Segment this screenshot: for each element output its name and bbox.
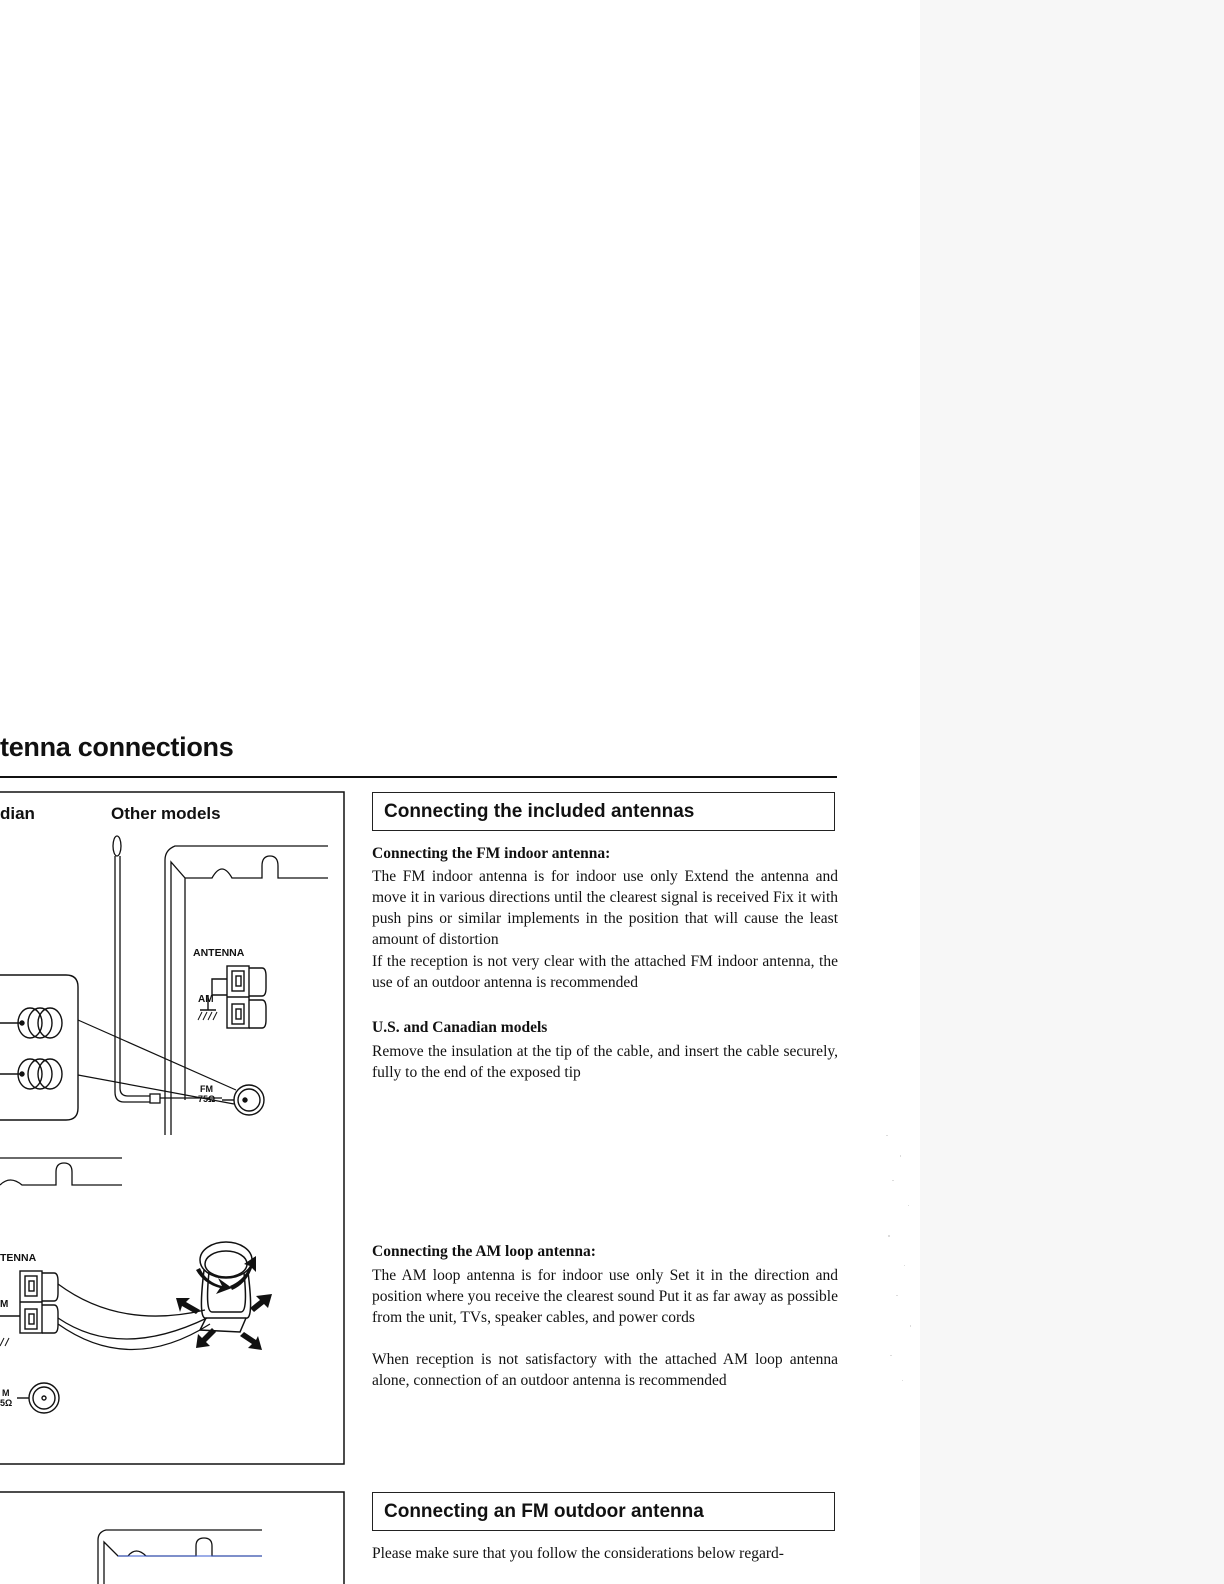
section-heading-outdoor: Connecting an FM outdoor antenna (372, 1492, 835, 1531)
antenna-label-right: ANTENNA (193, 947, 245, 959)
am-loop-cable (58, 1284, 210, 1350)
scan-margin (920, 0, 1224, 1584)
title-rule (0, 776, 837, 778)
terminal-inset-left (0, 975, 78, 1120)
rear-panel-left-edge (0, 1163, 122, 1185)
column-label-left: dian (0, 804, 35, 823)
am-label-left: M (0, 1299, 9, 1310)
outdoor-paragraph: Please make sure that you follow the considerations below regard- (372, 1545, 784, 1562)
fm-wire-antenna (113, 836, 222, 1103)
fm-indoor-subheading: Connecting the FM indoor antenna: (372, 845, 611, 862)
am-loop-paragraph-1: The AM loop antenna is for indoor use only Set it in the direction and position where you receive the clearest sound Put it as far away as possible from the unit, TVs, speaker cables, and power cords (372, 1267, 838, 1326)
page-title: tenna connections (0, 732, 234, 762)
fm-label-left: M (2, 1388, 10, 1398)
column-label-right: Other models (111, 804, 221, 823)
am-terminal-block-left (0, 1271, 58, 1333)
ground-symbol-right (198, 1012, 217, 1020)
am-loop-subheading: Connecting the AM loop antenna: (372, 1243, 596, 1260)
section-heading-included: Connecting the included antennas (372, 792, 835, 831)
am-label-right: AM (198, 994, 214, 1005)
fm-label-right: FM (200, 1084, 213, 1094)
fm-indoor-paragraph-1: The FM indoor antenna is for indoor use only Extend the antenna and move it in various directions until the clearest signal is received Fix it with push pins or similar implements in the position that will cause the least amount of distortion (372, 868, 838, 948)
fm-ohm-right: 75Ω (198, 1094, 216, 1104)
us-canadian-paragraph: Remove the insulation at the tip of the cable, and insert the cable securely, fully to the end of the exposed tip (372, 1043, 838, 1081)
am-loop-paragraph-2: When reception is not satisfactory with the attached AM loop antenna alone, connection of an outdoor antenna is recommended (372, 1351, 838, 1389)
antenna-label-left: TENNA (0, 1252, 37, 1264)
move-arrows (176, 1294, 272, 1350)
fm-jack-left (17, 1383, 59, 1413)
antenna-diagram (0, 790, 350, 1470)
rear-panel-right (165, 846, 328, 1135)
us-canadian-subheading: U.S. and Canadian models (372, 1019, 548, 1036)
outdoor-antenna-diagram (0, 1490, 350, 1584)
fm-jack-right (222, 1085, 264, 1115)
scan-noise (880, 1125, 920, 1390)
fm-ohm-left: 5Ω (0, 1398, 13, 1408)
fm-indoor-paragraph-2: If the reception is not very clear with the attached FM indoor antenna, the use of an outdoor antenna is recommended (372, 953, 838, 991)
